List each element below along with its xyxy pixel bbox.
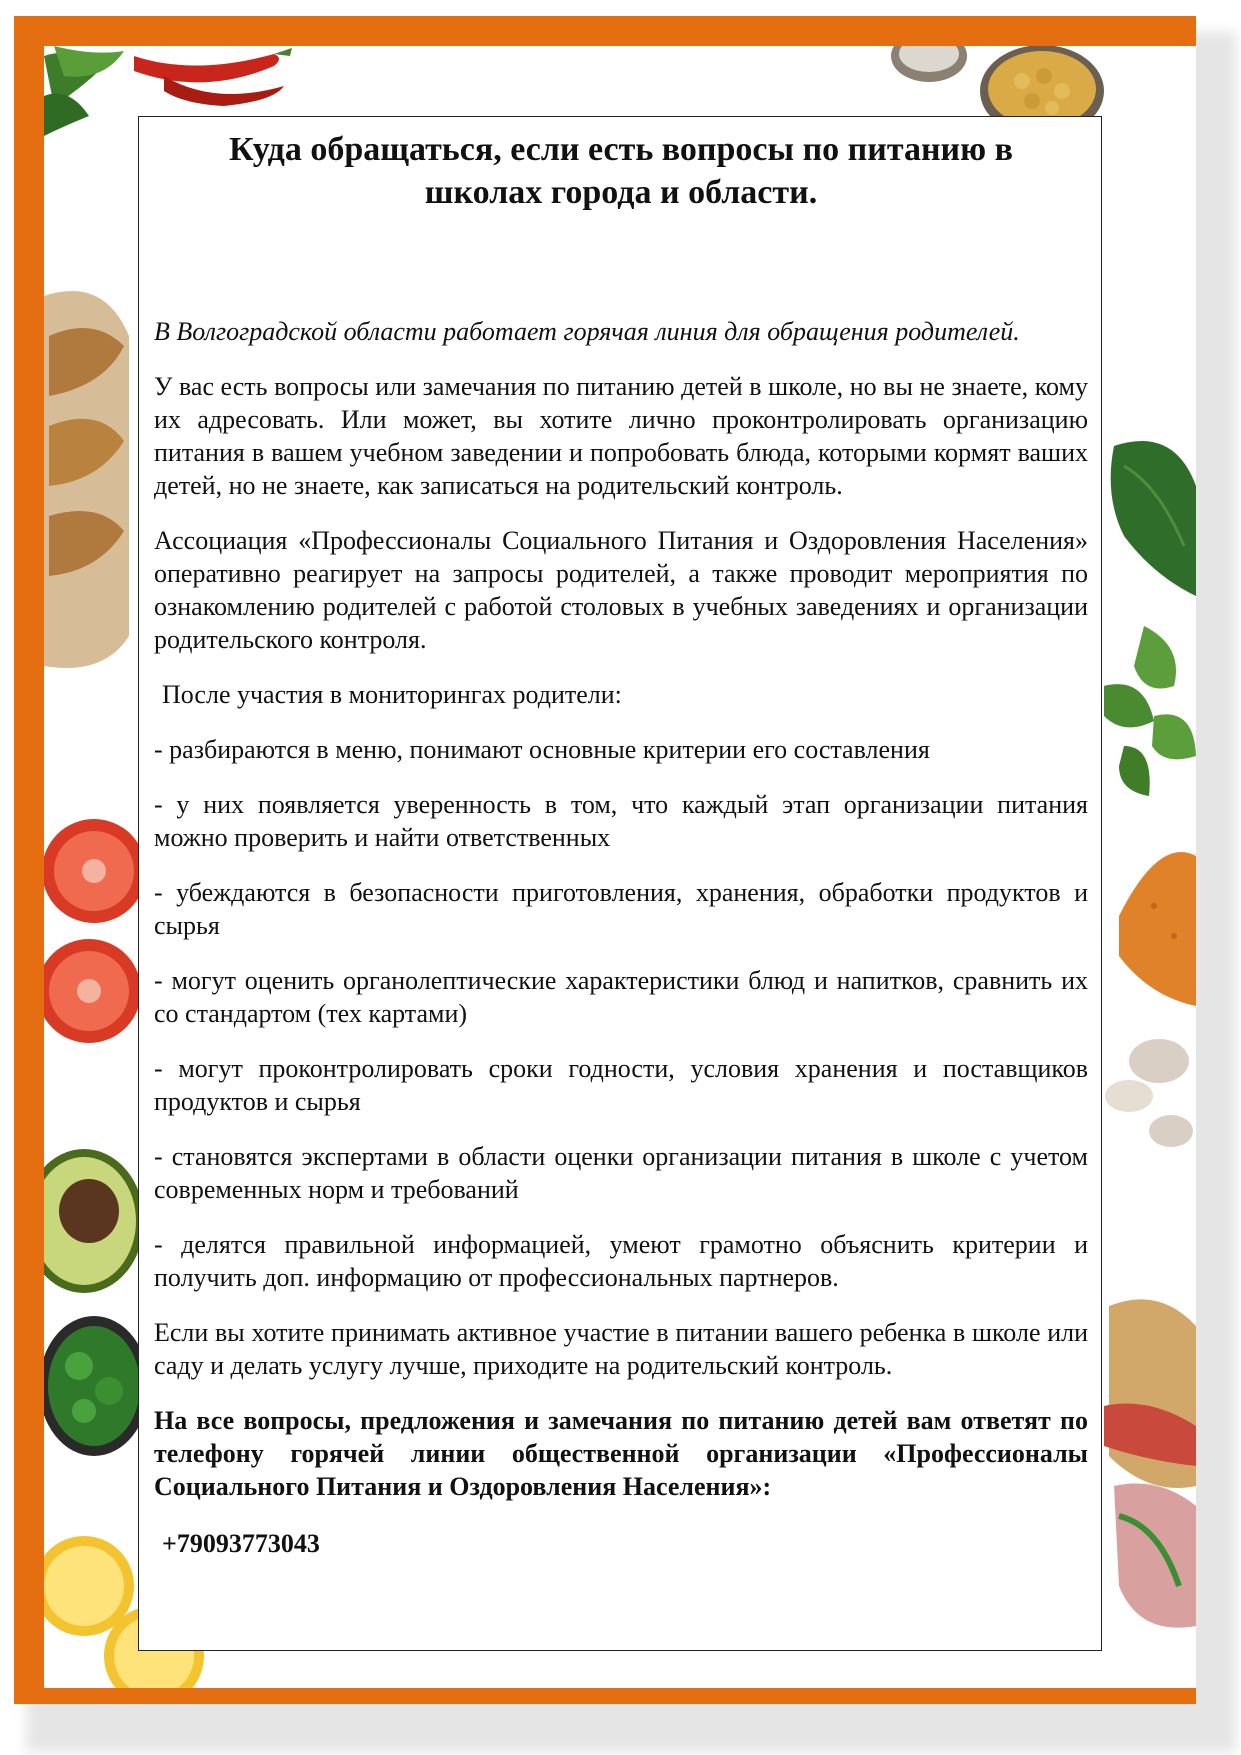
closing-statement: На все вопросы, предложения и замечания по питанию детей вам ответят по телефону горячей линии общественной организации «Профессионалы Социального Питания и Оздоровления Населения»: [154,1406,1088,1501]
spinach-leaves-image [1104,426,1196,606]
hotline-phone[interactable]: +79093773043 [162,1529,320,1558]
list-item: - разбираются в меню, понимают основные критерии его составления [154,735,930,764]
page-title: Куда обращаться, если есть вопросы по питанию в школах города и области. [229,131,1013,211]
paragraph-association: Ассоциация «Профессионалы Социального Питания и Оздоровления Населения» оперативно реагирует на запросы родителей, а также проводит мероприятия по ознакомлению родителей с работой столовых в учебных заведениях и организации родительского контроля. [154,526,1088,654]
list-item: - делятся правильной информацией, умеют грамотно объяснить критерии и получить доп. информацию от профессиональных партнеров. [154,1230,1088,1292]
basil-leaves-image [1094,626,1196,806]
list-intro: После участия в мониторингах родители: [162,680,622,709]
sandwich-image [1099,1286,1196,1646]
list-item: - могут проконтролировать сроки годности, условия хранения и поставщиков продуктов и сырья [154,1054,1088,1116]
spice-powder-image [1119,836,1196,1006]
tomato-slices-image [44,816,144,1046]
paragraph-questions: У вас есть вопросы или замечания по питанию детей в школе, но вы не знаете, кому их адресовать. Или может, вы хотите лично проконтролировать организацию питания в вашем учебном заведении и попробовать блюда, которыми кормят ваших детей, но не знаете, как записаться на родительский контроль. [154,372,1088,500]
list-item: - убеждаются в безопасности приготовления, хранения, обработки продуктов и сырья [154,878,1088,940]
list-item: - становятся экспертами в области оценки организации питания в школе с учетом современных норм и требований [154,1142,1088,1204]
paragraph-invitation: Если вы хотите принимать активное участие в питании вашего ребенка в школе или саду и делать услугу лучше, приходите на родительский контроль. [154,1318,1088,1380]
salt-bowl-image [889,46,969,86]
content-text [154,124,1088,1560]
bread-loaf-image [44,276,134,676]
parsley-bowl-image [44,1311,149,1461]
avocado-half-image [44,1146,144,1296]
intro-paragraph: В Волгоградской области работает горячая линия для обращения родителей. [154,317,1020,346]
garlic-cloves-image [1099,1036,1196,1166]
list-item: - могут оценить органолептические характеристики блюд и напитков, сравнить их со стандартом (тех картами) [154,966,1088,1028]
chili-peppers-image [134,46,294,116]
list-item: - у них появляется уверенность в том, что каждый этап организации питания можно проверить и найти ответственных [154,790,1088,852]
